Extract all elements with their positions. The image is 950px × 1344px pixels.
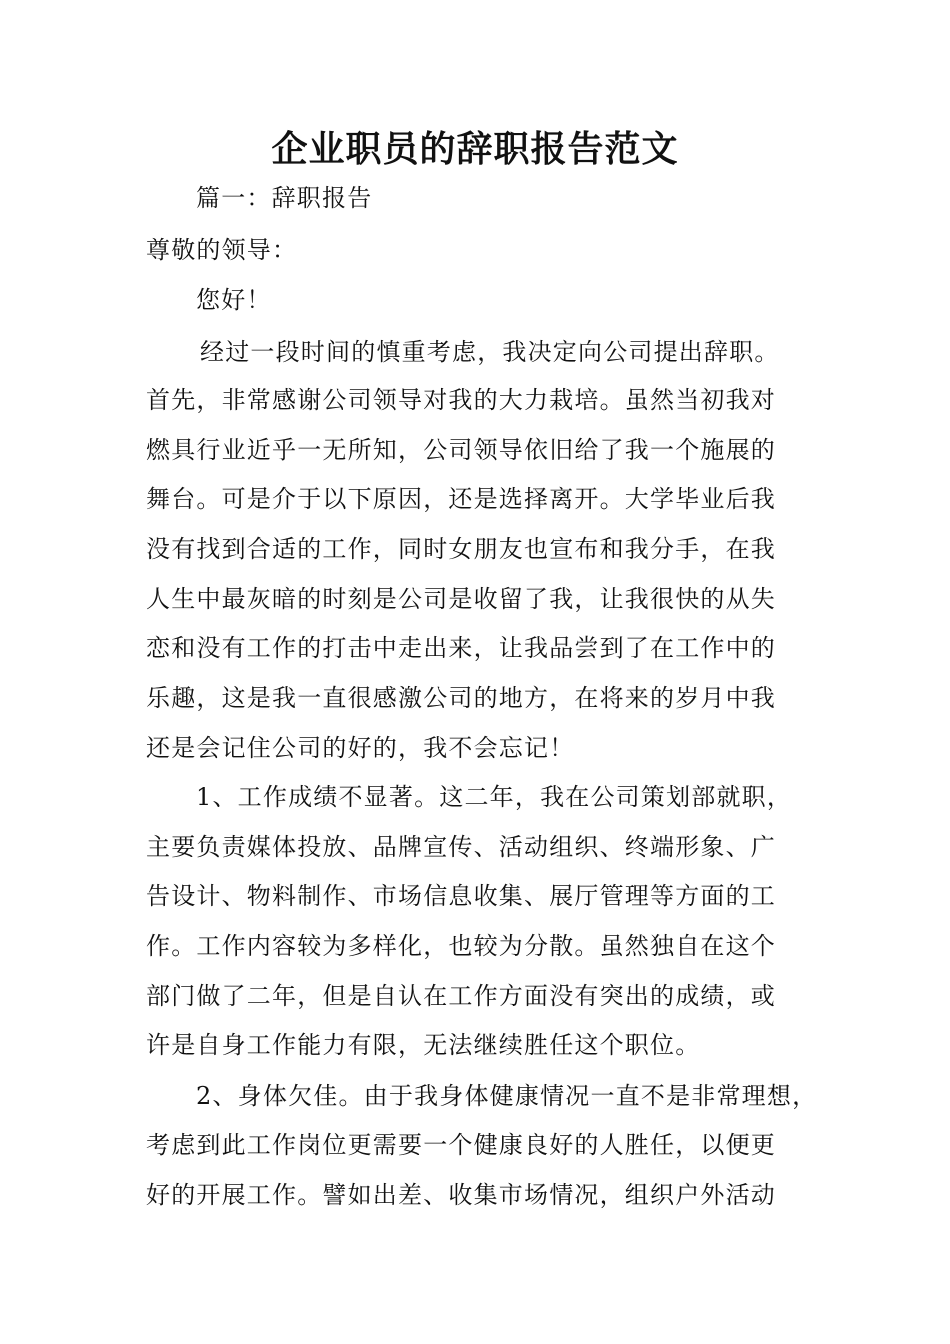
paragraph-line: 许是自身工作能力有限，无法继续胜任这个职位。 [146, 1031, 701, 1059]
paragraph-line: 作。工作内容较为多样化，也较为分散。虽然独自在这个 [146, 932, 776, 960]
paragraph-line: 乐趣，这是我一直很感激公司的地方，在将来的岁月中我 [146, 684, 776, 712]
paragraph-line: 好的开展工作。譬如出差、收集市场情况，组织户外活动 [146, 1181, 776, 1209]
paragraph-line: 还是会记住公司的好的，我不会忘记！ [146, 734, 575, 762]
paragraph-line: 考虑到此工作岗位更需要一个健康良好的人胜任，以便更 [146, 1131, 776, 1159]
paragraph-line: 人生中最灰暗的时刻是公司是收留了我，让我很快的从失 [146, 585, 776, 613]
paragraph-line: 1、工作成绩不显著。这二年，我在公司策划部就职， [196, 783, 793, 811]
salutation: 尊敬的领导： [146, 236, 298, 264]
paragraph-line: 首先，非常感谢公司领导对我的大力栽培。虽然当初我对 [146, 386, 776, 414]
paragraph-line: 2、身体欠佳。由于我身体健康情况一直不是非常理想， [196, 1082, 818, 1110]
paragraph-line: 燃具行业近乎一无所知，公司领导依旧给了我一个施展的 [146, 436, 776, 464]
paragraph-line: 告设计、物料制作、市场信息收集、展厅管理等方面的工 [146, 882, 776, 910]
document-title: 企业职员的辞职报告范文 [271, 129, 679, 170]
greeting: 您好！ [196, 286, 272, 314]
paragraph-line: 没有找到合适的工作，同时女朋友也宣布和我分手，在我 [146, 535, 776, 563]
paragraph-line: 舞台。可是介于以下原因，还是选择离开。大学毕业后我 [146, 485, 776, 513]
paragraph-line: 部门做了二年，但是自认在工作方面没有突出的成绩，或 [146, 982, 776, 1010]
paragraph-line: 主要负责媒体投放、品牌宣传、活动组织、终端形象、广 [146, 833, 776, 861]
section-heading: 篇一：辞职报告 [196, 184, 373, 212]
paragraph-line: 恋和没有工作的打击中走出来，让我品尝到了在工作中的 [146, 634, 776, 662]
paragraph-line: 经过一段时间的慎重考虑，我决定向公司提出辞职。 [200, 338, 780, 366]
